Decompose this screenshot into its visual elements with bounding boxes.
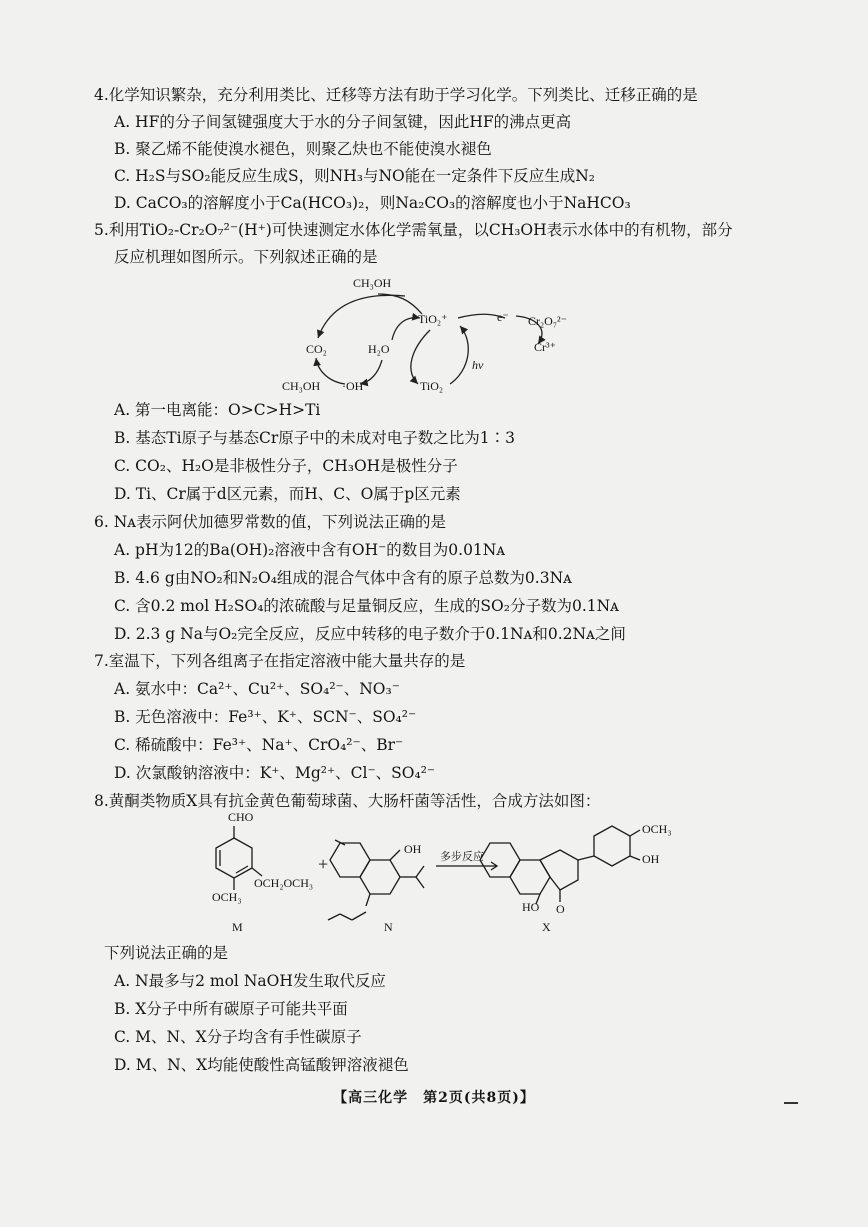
corner-mark [784, 1102, 798, 1104]
q5-option-b: B. 基态Ti原子与基态Cr原子中的未成对电子数之比为1∶3 [114, 429, 516, 447]
page-footer: 【高三化学 第2页(共8页)】 [333, 1090, 535, 1106]
q7-option-b: B. 无色溶液中：Fe³⁺、K⁺、SCN⁻、SO₄²⁻ [114, 708, 417, 726]
label-cr3: Cr³⁺ [534, 340, 556, 354]
q8-option-d: D. M、N、X均能使酸性高锰酸钾溶液褪色 [114, 1056, 409, 1074]
label-cho: CHO [228, 810, 254, 824]
m-benzene-ring [216, 838, 252, 878]
label-och2och3: OCH₂OCH₃ [254, 876, 314, 890]
label-oh-n: OH [404, 842, 422, 856]
q7-option-c: C. 稀硫酸中：Fe³⁺、Na⁺、CrO₄²⁻、Br⁻ [114, 736, 404, 754]
label-cr2o7: Cr₂O₇²⁻ [528, 314, 567, 328]
q8-option-a: A. N最多与2 mol NaOH发生取代反应 [114, 972, 386, 990]
q5-option-c: C. CO₂、H₂O是非极性分子，CH₃OH是极性分子 [114, 457, 458, 475]
label-arrow-text: 多步反应 [440, 851, 484, 863]
q8-question: 下列说法正确的是 [104, 944, 229, 962]
q8-option-c: C. M、N、X分子均含有手性碳原子 [114, 1028, 362, 1046]
q4-option-c: C. H₂S与SO₂能反应生成S，则NH₃与NO能在一定条件下反应生成N₂ [114, 167, 596, 185]
q5-option-d: D. Ti、Cr属于d区元素，而H、C、O属于p区元素 [114, 485, 461, 503]
label-oh-radical: ·OH [342, 379, 364, 393]
label-ch3oh-bottom: CH₃OH [282, 379, 321, 393]
label-hv: hν [472, 358, 484, 372]
q7-option-d: D. 次氯酸钠溶液中：K⁺、Mg²⁺、Cl⁻、SO₄²⁻ [114, 764, 436, 782]
x-phenyl-ring [594, 826, 630, 866]
label-och3-x: OCH₃ [642, 822, 672, 836]
label-molecule-m: M [232, 920, 243, 934]
q4-stem: 4.化学知识繁杂，充分利用类比、迁移等方法有助于学习化学。下列类比、迁移正确的是 [94, 86, 698, 104]
q5-stem-line2: 反应机理如图所示。下列叙述正确的是 [114, 248, 378, 266]
label-molecule-n: N [384, 920, 393, 934]
label-ho-x: HO [522, 900, 540, 914]
label-co2: CO₂ [306, 342, 327, 356]
label-electron: e⁻ [497, 310, 509, 324]
q8-option-b: B. X分子中所有碳原子可能共平面 [114, 1000, 348, 1018]
q5-option-a: A. 第一电离能：O>C>H>Ti [114, 401, 321, 419]
q5-stem-line1: 5.利用TiO₂-Cr₂O₇²⁻(H⁺)可快速测定水体化学需氧量，以CH₃OH表示水体中的有机物，部分 [94, 221, 733, 239]
label-ch3oh-top: CH₃OH [353, 276, 392, 290]
label-molecule-x: X [542, 920, 551, 934]
q4-option-b: B. 聚乙烯不能使溴水褪色，则聚乙炔也不能使溴水褪色 [114, 140, 492, 158]
q6-option-b: B. 4.6 g由NO₂和N₂O₄组成的混合气体中含有的原子总数为0.3Nᴀ [114, 569, 572, 587]
q8-stem: 8.黄酮类物质X具有抗金黄色葡萄球菌、大肠杆菌等活性，合成方法如图： [94, 792, 601, 810]
label-o-x: O [556, 902, 565, 916]
q7-option-a: A. 氨水中：Ca²⁺、Cu²⁺、SO₄²⁻、NO₃⁻ [114, 680, 400, 698]
q6-option-d: D. 2.3 g Na与O₂完全反应，反应中转移的电子数介于0.1Nᴀ和0.2Nᴀ之间 [114, 625, 626, 643]
label-tio2-plus: TiO₂⁺ [418, 312, 448, 326]
x-pyran-ring-left [480, 843, 520, 877]
x-benzene-ring [510, 860, 550, 894]
q6-option-a: A. pH为12的Ba(OH)₂溶液中含有OH⁻的数目为0.01Nᴀ [114, 541, 506, 559]
q7-stem: 7.室温下，下列各组离子在指定溶液中能大量共存的是 [94, 652, 466, 670]
label-och3-m: OCH₃ [212, 890, 242, 904]
q4-option-d: D. CaCO₃的溶解度小于Ca(HCO₃)₂，则Na₂CO₃的溶解度也小于NaHCO₃ [114, 194, 631, 212]
q4-option-a: A. HF的分子间氢键强度大于水的分子间氢键，因此HF的沸点更高 [114, 113, 572, 131]
q6-stem: 6. Nᴀ表示阿伏加德罗常数的值，下列说法正确的是 [94, 513, 447, 531]
n-benzene-ring [360, 860, 400, 894]
q6-option-c: C. 含0.2 mol H₂SO₄的浓硫酸与足量铜反应，生成的SO₂分子数为0.1Nᴀ [114, 597, 619, 615]
label-tio2: TiO₂ [420, 379, 444, 393]
label-plus: + [318, 854, 329, 874]
label-h2o: H₂O [368, 342, 390, 356]
n-pyran-ring [330, 843, 370, 877]
label-oh-x: OH [642, 852, 660, 866]
